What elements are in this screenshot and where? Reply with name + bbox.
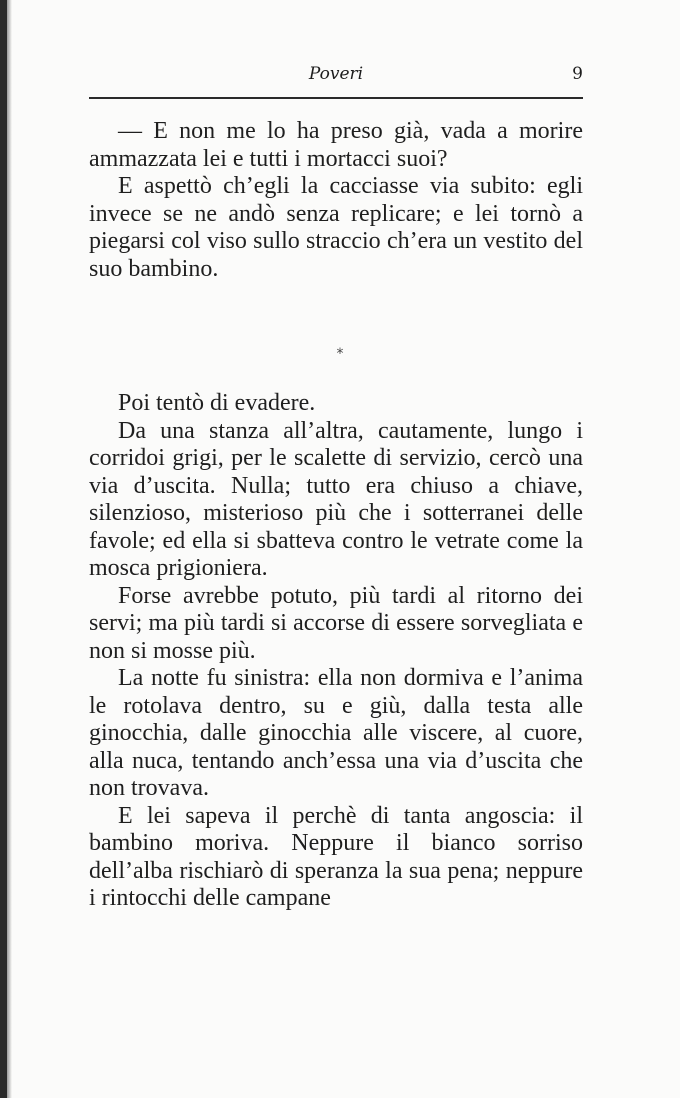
- paragraph: La notte fu sinistra: ella non dormiva e l’anima le rotolava dentro, su e giù, dalla testa alle ginocchia, dalle ginocchia alle viscere, al cuore, alla nuca, tentando anch’essa una via d’uscita che non trovava.: [89, 665, 583, 801]
- page-number: 9: [572, 64, 583, 84]
- paragraph: Da una stanza all’altra, cautamente, lungo i corridoi grigi, per le scalette di servizio, cercò una via d’uscita. Nulla; tutto era chiuso a chiave, silenzioso, misterioso più che i sotterranei delle favole; ed ella si sbatteva contro le vetrate come la mosca prigioniera.: [89, 417, 583, 581]
- section-break-asterisk: *: [336, 346, 344, 362]
- text-block-before-break: [89, 118, 583, 283]
- text-block-after-break: [89, 390, 583, 913]
- paragraph: E lei sapeva il perchè di tanta angoscia: il bambino moriva. Neppure il bianco sorriso dell’alba rischiarò di speranza la sua pena; neppure i rintocchi delle campane: [89, 802, 583, 911]
- paragraph: — E non me lo ha preso già, vada a morire ammazzata lei e tutti i mortacci suoi?: [89, 118, 583, 172]
- page-header: [89, 64, 583, 88]
- header-rule: [89, 97, 583, 99]
- paragraph: Forse avrebbe potuto, più tardi al ritorno dei servi; ma più tardi si accorse di essere sorvegliata e non si mosse più.: [89, 582, 583, 664]
- paragraph: E aspettò ch’egli la cacciasse via subito: egli invece se ne andò senza replicare; e lei tornò a piegarsi col viso sullo straccio ch’era un vestito del suo bambino.: [89, 173, 583, 282]
- book-spine-edge: [0, 0, 7, 1098]
- paragraph: Poi tentò di evadere.: [118, 390, 316, 416]
- running-title: Poveri: [308, 64, 364, 84]
- spine-shadow: [7, 0, 12, 1098]
